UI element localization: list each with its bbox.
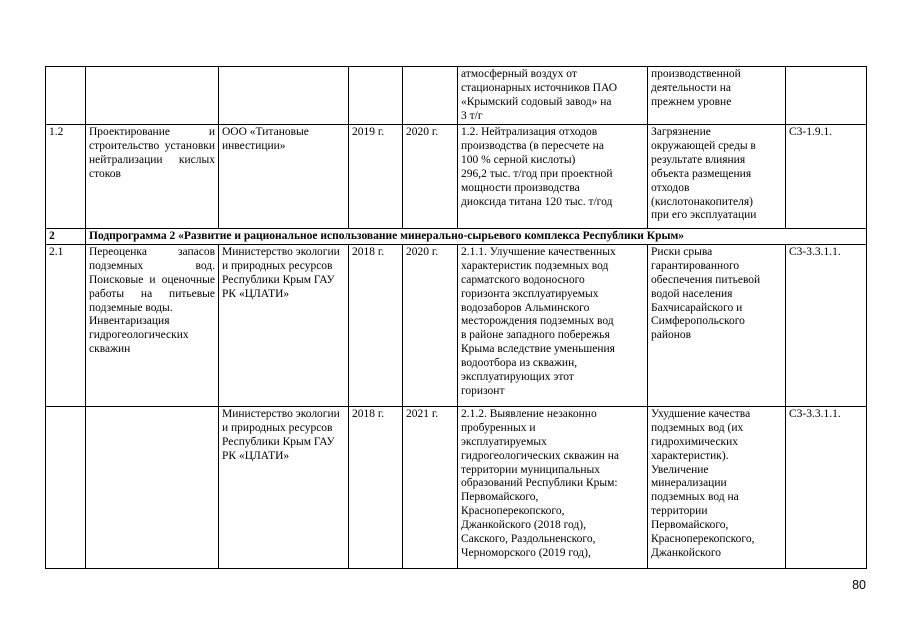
start-year: 2018 г.	[349, 406, 403, 568]
indicator-code: С3-1.9.1.	[786, 125, 867, 229]
risk-consequence: производственной деятельности на прежнем уровне	[648, 67, 786, 125]
measure-name	[86, 406, 219, 568]
measure-name-part-2: Инвентаризация гидрогеологических скважин	[89, 315, 189, 356]
expected-result: атмосферный воздух от стационарных источников ПАО «Крымский содовый завод» на 3 т/г	[458, 67, 648, 125]
measure-name: Проектирование и строительство установки нейтрализации кислых стоков	[86, 125, 219, 229]
end-year: 2020 г.	[403, 125, 458, 229]
risk-consequence: Риски срыва гарантированного обеспечения питьевой водой населения Бахчисарайского и Симферопольского районов	[648, 244, 786, 406]
end-year	[403, 67, 458, 125]
measure-name-part-1: Переоценка запасов подземных вод. Поисковые и оценочные работы на питьевые подземные воды.	[89, 245, 215, 314]
row-number: 1.2	[46, 125, 86, 229]
end-year: 2021 г.	[403, 406, 458, 568]
program-table	[45, 66, 867, 569]
executor: Министерство экологии и природных ресурсов Республики Крым ГАУ РК «ЦЛАТИ»	[219, 244, 349, 406]
row-number: 2.1	[46, 244, 86, 406]
end-year: 2020 г.	[403, 244, 458, 406]
table-row	[46, 244, 867, 406]
row-number	[46, 67, 86, 125]
risk-consequence: Загрязнение окружающей среды в результате влияния объекта размещения отходов (кислотонакопителя) при его эксплуатации	[648, 125, 786, 229]
executor: ООО «Титановые инвестиции»	[219, 125, 349, 229]
row-number	[46, 406, 86, 568]
page-number: 80	[852, 578, 866, 592]
table-row	[46, 406, 867, 568]
indicator-code: С3-3.3.1.1.	[786, 406, 867, 568]
section-number: 2	[46, 229, 86, 245]
table-row	[46, 125, 867, 229]
risk-consequence: Ухудшение качества подземных вод (их гидрохимических характеристик). Увеличение минерализации подземных вод на территории Первомайского, Красноперекопского, Джанкойского	[648, 406, 786, 568]
measure-name	[86, 244, 219, 406]
subprogram-row	[46, 229, 867, 245]
executor: Министерство экологии и природных ресурсов Республики Крым ГАУ РК «ЦЛАТИ»	[219, 406, 349, 568]
expected-result: 1.2. Нейтрализация отходов производства (в пересчете на 100 % серной кислоты) 296,2 тыс. т/год при проектной мощности производства диоксида титана 120 тыс. т/год	[458, 125, 648, 229]
start-year: 2019 г.	[349, 125, 403, 229]
indicator-code: С3-3.3.1.1.	[786, 244, 867, 406]
executor	[219, 67, 349, 125]
measure-name	[86, 67, 219, 125]
expected-result: 2.1.1. Улучшение качественных характеристик подземных вод сарматского водоносного горизонта эксплуатируемых водозаборов Альминского месторождения подземных вод в районе западного побережья Крыма вследствие уменьшения водоотбора из скважин, эксплуатирующих этот горизонт	[458, 244, 648, 406]
table-row	[46, 67, 867, 125]
subprogram-title: Подпрограмма 2 «Развитие и рациональное использование минерально-сырьевого комплекса Республики Крым»	[86, 229, 867, 245]
start-year: 2018 г.	[349, 244, 403, 406]
indicator-code	[786, 67, 867, 125]
start-year	[349, 67, 403, 125]
expected-result: 2.1.2. Выявление незаконно пробуренных и эксплуатируемых гидрогеологических скважин на территории муниципальных образований Республики Крым: Первомайского, Красноперекопского, Джанкойского (2018 год), Сакского, Раздольненского, Черноморского (2019 год),	[458, 406, 648, 568]
